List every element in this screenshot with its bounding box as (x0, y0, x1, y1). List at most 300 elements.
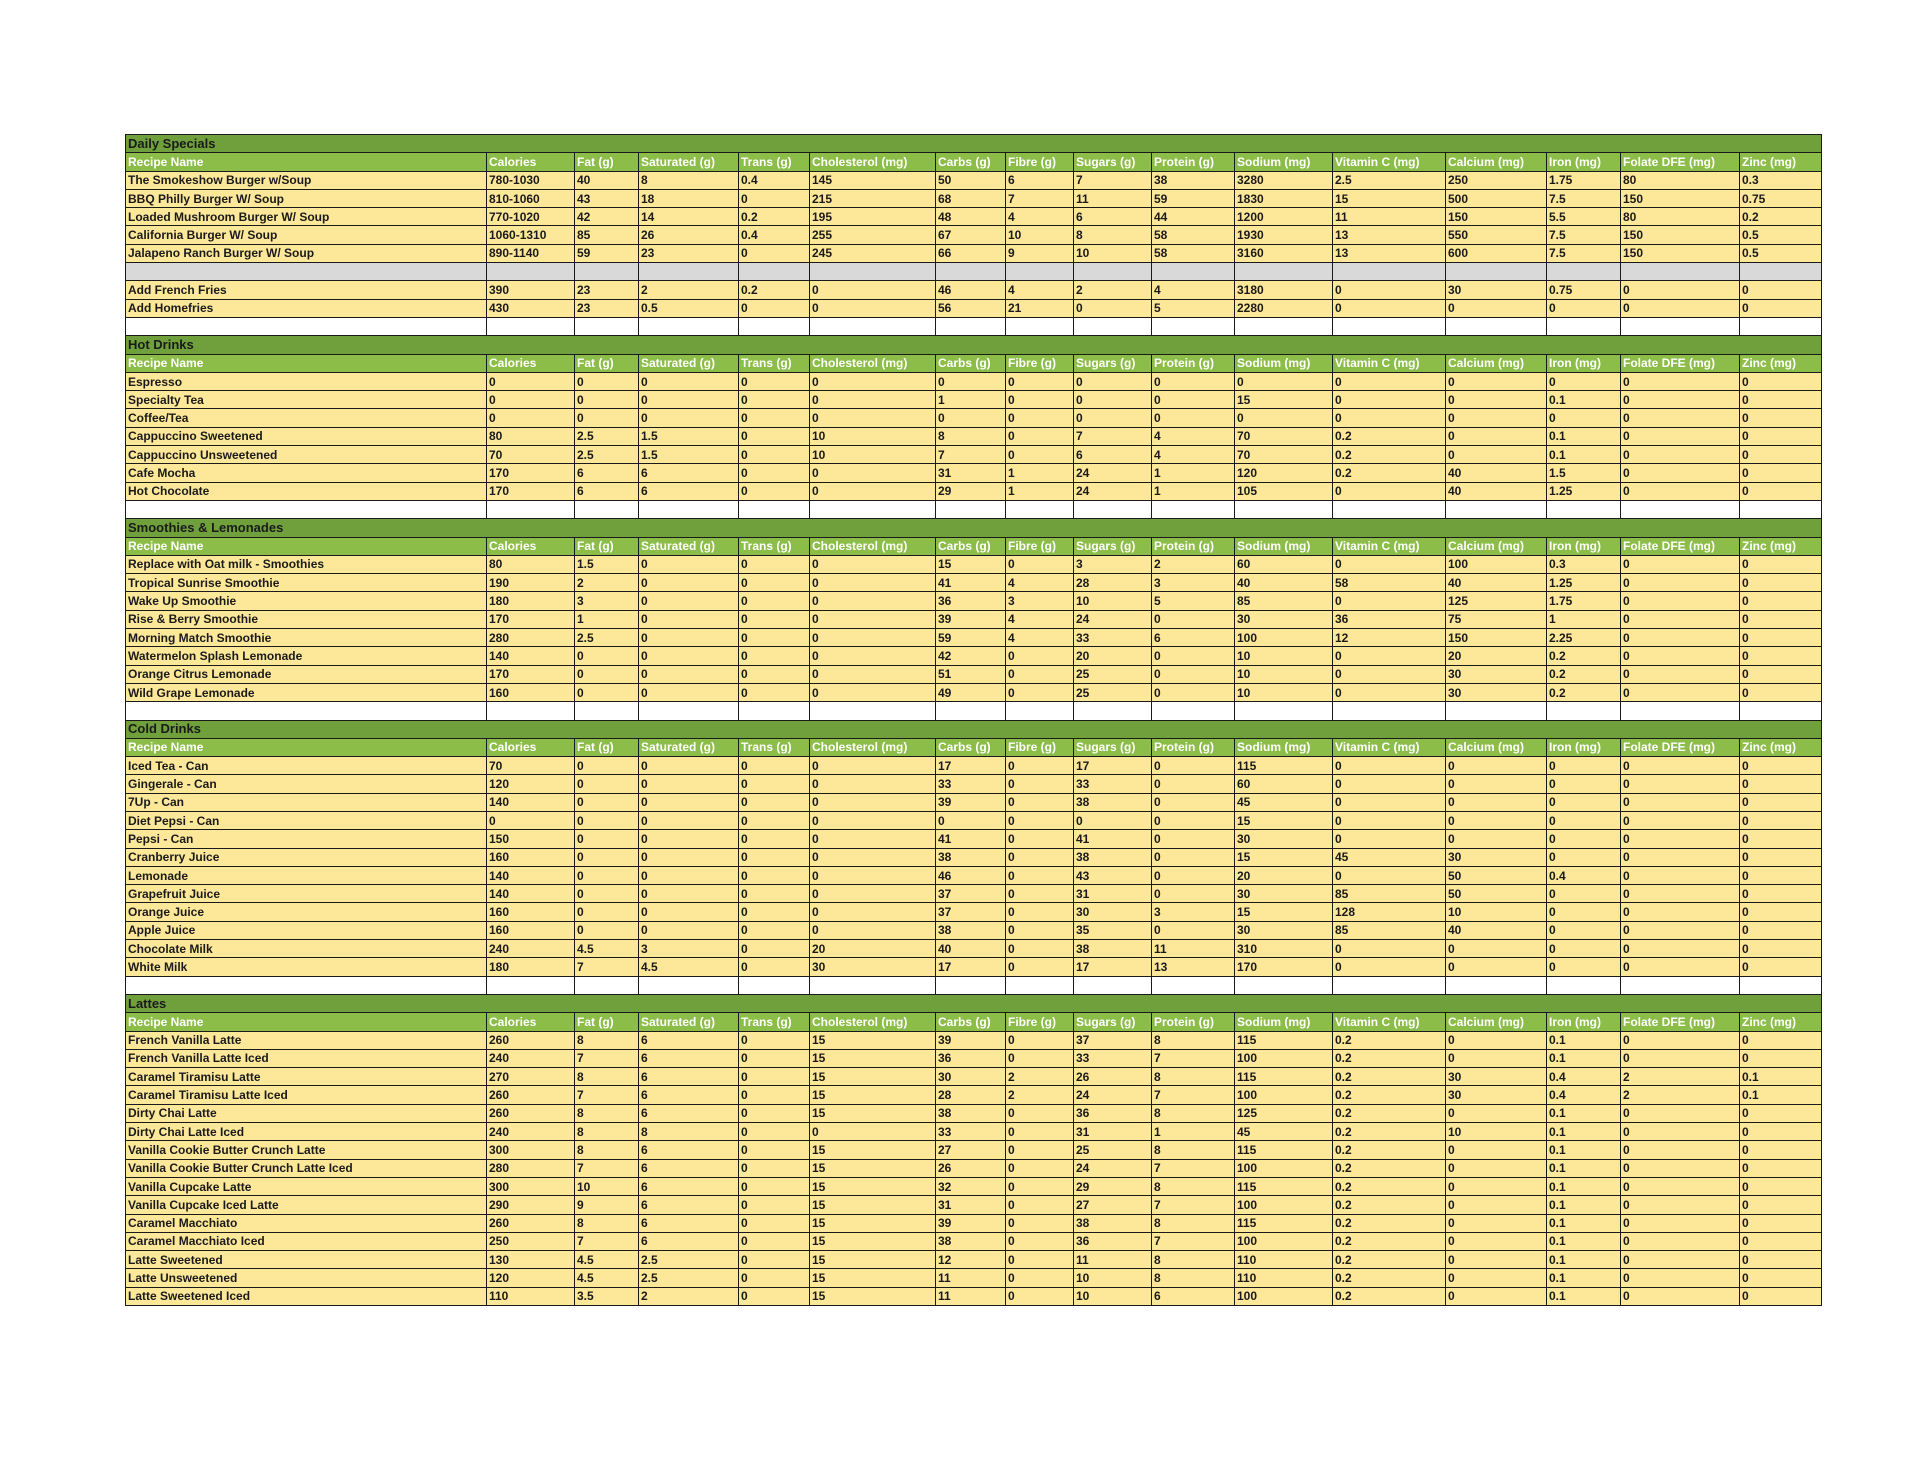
value-cell[interactable]: 39 (936, 1214, 1006, 1232)
value-cell[interactable]: 0 (1621, 446, 1740, 464)
value-cell[interactable]: 15 (810, 1031, 936, 1049)
value-cell[interactable]: 430 (487, 299, 575, 317)
value-cell[interactable]: 0 (1621, 574, 1740, 592)
empty-cell[interactable] (1235, 263, 1333, 281)
section-title[interactable]: Daily Specials (126, 135, 487, 153)
recipe-name-cell[interactable]: Latte Sweetened Iced (126, 1287, 487, 1305)
value-cell[interactable]: 5 (1152, 592, 1235, 610)
value-cell[interactable]: 145 (810, 171, 936, 189)
value-cell[interactable]: 0 (575, 391, 639, 409)
value-cell[interactable]: 160 (487, 683, 575, 701)
value-cell[interactable]: 11 (1333, 208, 1446, 226)
value-cell[interactable]: 4 (1152, 427, 1235, 445)
value-cell[interactable]: 0 (1621, 427, 1740, 445)
value-cell[interactable]: 0.2 (1333, 1031, 1446, 1049)
value-cell[interactable]: 2 (1006, 1086, 1074, 1104)
value-cell[interactable]: 0.2 (1333, 1269, 1446, 1287)
title-cell[interactable] (639, 336, 739, 354)
value-cell[interactable]: 10 (1235, 665, 1333, 683)
value-cell[interactable]: 0 (1740, 1104, 1822, 1122)
value-cell[interactable]: 390 (487, 281, 575, 299)
value-cell[interactable]: 7 (1074, 171, 1152, 189)
title-cell[interactable] (1621, 135, 1740, 153)
empty-cell[interactable] (1006, 976, 1074, 994)
empty-cell[interactable] (1006, 702, 1074, 720)
column-header[interactable]: Fat (g) (575, 153, 639, 171)
value-cell[interactable]: 30 (1446, 665, 1547, 683)
value-cell[interactable]: 0 (575, 647, 639, 665)
empty-cell[interactable] (1235, 500, 1333, 518)
empty-cell[interactable] (1333, 263, 1446, 281)
value-cell[interactable]: 0 (1006, 555, 1074, 573)
value-cell[interactable]: 0 (1621, 299, 1740, 317)
title-cell[interactable] (739, 994, 810, 1012)
value-cell[interactable]: 8 (1152, 1068, 1235, 1086)
value-cell[interactable]: 0 (739, 574, 810, 592)
value-cell[interactable]: 0 (1333, 940, 1446, 958)
empty-cell[interactable] (1074, 317, 1152, 335)
value-cell[interactable]: 0 (739, 665, 810, 683)
value-cell[interactable]: 250 (1446, 171, 1547, 189)
value-cell[interactable]: 7 (1152, 1159, 1235, 1177)
value-cell[interactable]: 110 (1235, 1251, 1333, 1269)
value-cell[interactable]: 6 (575, 482, 639, 500)
recipe-name-cell[interactable]: Vanilla Cookie Butter Crunch Latte (126, 1141, 487, 1159)
empty-cell[interactable] (1547, 976, 1621, 994)
title-cell[interactable] (1547, 135, 1621, 153)
value-cell[interactable]: 780-1030 (487, 171, 575, 189)
value-cell[interactable]: 0 (810, 1123, 936, 1141)
value-cell[interactable]: 0 (739, 775, 810, 793)
value-cell[interactable]: 0 (1621, 903, 1740, 921)
value-cell[interactable]: 59 (936, 629, 1006, 647)
value-cell[interactable]: 24 (1074, 482, 1152, 500)
value-cell[interactable]: 0 (1740, 427, 1822, 445)
value-cell[interactable]: 59 (575, 244, 639, 262)
value-cell[interactable]: 270 (487, 1068, 575, 1086)
value-cell[interactable]: 0 (1333, 958, 1446, 976)
value-cell[interactable]: 28 (936, 1086, 1006, 1104)
value-cell[interactable]: 0 (739, 1123, 810, 1141)
title-cell[interactable] (1333, 720, 1446, 738)
value-cell[interactable]: 15 (810, 1086, 936, 1104)
value-cell[interactable]: 100 (1235, 1196, 1333, 1214)
value-cell[interactable]: 36 (1074, 1232, 1152, 1250)
value-cell[interactable]: 0 (1740, 1031, 1822, 1049)
column-header[interactable]: Saturated (g) (639, 1013, 739, 1031)
empty-cell[interactable] (1446, 976, 1547, 994)
value-cell[interactable]: 0.2 (1333, 1214, 1446, 1232)
value-cell[interactable]: 0 (1621, 958, 1740, 976)
value-cell[interactable]: 0 (487, 811, 575, 829)
value-cell[interactable]: 0 (1621, 1232, 1740, 1250)
value-cell[interactable]: 128 (1333, 903, 1446, 921)
value-cell[interactable]: 810-1060 (487, 189, 575, 207)
recipe-name-cell[interactable]: Jalapeno Ranch Burger W/ Soup (126, 244, 487, 262)
value-cell[interactable]: 0 (739, 885, 810, 903)
value-cell[interactable]: 7.5 (1547, 226, 1621, 244)
value-cell[interactable]: 0 (739, 555, 810, 573)
value-cell[interactable]: 49 (936, 683, 1006, 701)
value-cell[interactable]: 240 (487, 1123, 575, 1141)
value-cell[interactable]: 0 (739, 427, 810, 445)
empty-cell[interactable] (1235, 702, 1333, 720)
empty-cell[interactable] (1446, 702, 1547, 720)
value-cell[interactable]: 0 (1446, 1159, 1547, 1177)
value-cell[interactable]: 2.5 (1333, 171, 1446, 189)
value-cell[interactable]: 0 (739, 244, 810, 262)
value-cell[interactable]: 0 (1006, 1031, 1074, 1049)
value-cell[interactable]: 2 (1152, 555, 1235, 573)
value-cell[interactable]: 8 (639, 1123, 739, 1141)
value-cell[interactable]: 8 (1152, 1251, 1235, 1269)
title-cell[interactable] (1074, 135, 1152, 153)
recipe-name-cell[interactable]: Specialty Tea (126, 391, 487, 409)
value-cell[interactable]: 0.1 (1547, 1123, 1621, 1141)
value-cell[interactable]: 0 (1740, 1196, 1822, 1214)
value-cell[interactable]: 1.25 (1547, 482, 1621, 500)
value-cell[interactable]: 58 (1152, 226, 1235, 244)
value-cell[interactable]: 0 (810, 464, 936, 482)
value-cell[interactable]: 30 (1074, 903, 1152, 921)
value-cell[interactable]: 30 (1446, 848, 1547, 866)
value-cell[interactable]: 0 (1740, 464, 1822, 482)
value-cell[interactable]: 1060-1310 (487, 226, 575, 244)
value-cell[interactable]: 85 (1333, 921, 1446, 939)
value-cell[interactable]: 80 (487, 427, 575, 445)
value-cell[interactable]: 8 (575, 1068, 639, 1086)
title-cell[interactable] (1333, 135, 1446, 153)
value-cell[interactable]: 40 (1446, 574, 1547, 592)
value-cell[interactable]: 40 (936, 940, 1006, 958)
value-cell[interactable]: 0 (810, 629, 936, 647)
value-cell[interactable]: 0 (1006, 775, 1074, 793)
value-cell[interactable]: 100 (1235, 1049, 1333, 1067)
recipe-name-cell[interactable]: Cappuccino Unsweetened (126, 446, 487, 464)
value-cell[interactable]: 0 (810, 299, 936, 317)
value-cell[interactable]: 1 (1006, 464, 1074, 482)
value-cell[interactable]: 0 (739, 757, 810, 775)
value-cell[interactable]: 7 (575, 1232, 639, 1250)
value-cell[interactable]: 0.2 (1333, 446, 1446, 464)
value-cell[interactable]: 160 (487, 903, 575, 921)
value-cell[interactable]: 0 (1740, 1049, 1822, 1067)
value-cell[interactable]: 0 (810, 409, 936, 427)
value-cell[interactable]: 0 (1547, 775, 1621, 793)
value-cell[interactable]: 50 (936, 171, 1006, 189)
value-cell[interactable]: 6 (575, 464, 639, 482)
value-cell[interactable]: 31 (1074, 1123, 1152, 1141)
value-cell[interactable]: 0 (739, 647, 810, 665)
value-cell[interactable]: 0 (1740, 281, 1822, 299)
title-cell[interactable] (1074, 994, 1152, 1012)
empty-cell[interactable] (575, 317, 639, 335)
empty-cell[interactable] (936, 263, 1006, 281)
value-cell[interactable]: 0 (487, 372, 575, 390)
value-cell[interactable]: 2 (1006, 1068, 1074, 1086)
value-cell[interactable]: 0 (739, 1177, 810, 1195)
value-cell[interactable]: 1 (575, 610, 639, 628)
value-cell[interactable]: 0 (1152, 391, 1235, 409)
column-header[interactable]: Protein (g) (1152, 354, 1235, 372)
empty-cell[interactable] (487, 317, 575, 335)
column-header[interactable]: Folate DFE (mg) (1621, 354, 1740, 372)
title-cell[interactable] (1333, 994, 1446, 1012)
value-cell[interactable]: 7 (1074, 427, 1152, 445)
value-cell[interactable]: 0 (639, 866, 739, 884)
title-cell[interactable] (1006, 720, 1074, 738)
value-cell[interactable]: 0 (639, 793, 739, 811)
title-cell[interactable] (1152, 336, 1235, 354)
column-header[interactable]: Recipe Name (126, 1013, 487, 1031)
title-cell[interactable] (1740, 336, 1822, 354)
value-cell[interactable]: 3280 (1235, 171, 1333, 189)
value-cell[interactable]: 0 (1621, 1287, 1740, 1305)
value-cell[interactable]: 0.1 (1547, 391, 1621, 409)
value-cell[interactable]: 0 (1621, 464, 1740, 482)
value-cell[interactable]: 0.1 (1740, 1086, 1822, 1104)
value-cell[interactable]: 6 (639, 1068, 739, 1086)
empty-cell[interactable] (126, 317, 487, 335)
value-cell[interactable]: 0 (1446, 1104, 1547, 1122)
value-cell[interactable]: 0 (639, 555, 739, 573)
column-header[interactable]: Calories (487, 738, 575, 756)
value-cell[interactable]: 8 (575, 1214, 639, 1232)
value-cell[interactable]: 0.1 (1547, 1251, 1621, 1269)
value-cell[interactable]: 215 (810, 189, 936, 207)
value-cell[interactable]: 23 (575, 299, 639, 317)
value-cell[interactable]: 0 (1446, 1049, 1547, 1067)
value-cell[interactable]: 2280 (1235, 299, 1333, 317)
value-cell[interactable]: 0 (810, 811, 936, 829)
column-header[interactable]: Zinc (mg) (1740, 1013, 1822, 1031)
value-cell[interactable]: 890-1140 (487, 244, 575, 262)
value-cell[interactable]: 7 (936, 446, 1006, 464)
value-cell[interactable]: 0 (1621, 683, 1740, 701)
value-cell[interactable]: 2 (1621, 1068, 1740, 1086)
value-cell[interactable]: 36 (936, 1049, 1006, 1067)
title-cell[interactable] (639, 994, 739, 1012)
value-cell[interactable]: 0 (1333, 757, 1446, 775)
value-cell[interactable]: 17 (1074, 958, 1152, 976)
recipe-name-cell[interactable]: California Burger W/ Soup (126, 226, 487, 244)
empty-cell[interactable] (739, 976, 810, 994)
column-header[interactable]: Folate DFE (mg) (1621, 153, 1740, 171)
empty-cell[interactable] (575, 263, 639, 281)
value-cell[interactable]: 0 (1446, 1141, 1547, 1159)
value-cell[interactable]: 30 (936, 1068, 1006, 1086)
value-cell[interactable]: 0 (1740, 683, 1822, 701)
value-cell[interactable]: 29 (936, 482, 1006, 500)
value-cell[interactable]: 15 (810, 1196, 936, 1214)
value-cell[interactable]: 110 (1235, 1269, 1333, 1287)
column-header[interactable]: Fat (g) (575, 738, 639, 756)
recipe-name-cell[interactable]: Caramel Macchiato Iced (126, 1232, 487, 1250)
empty-cell[interactable] (575, 976, 639, 994)
value-cell[interactable]: 0 (575, 409, 639, 427)
value-cell[interactable]: 4 (1006, 208, 1074, 226)
value-cell[interactable]: 13 (1152, 958, 1235, 976)
value-cell[interactable]: 0 (1621, 647, 1740, 665)
value-cell[interactable]: 30 (1235, 885, 1333, 903)
value-cell[interactable]: 33 (1074, 1049, 1152, 1067)
column-header[interactable]: Iron (mg) (1547, 1013, 1621, 1031)
value-cell[interactable]: 4 (1152, 446, 1235, 464)
empty-cell[interactable] (1621, 500, 1740, 518)
value-cell[interactable]: 12 (1333, 629, 1446, 647)
value-cell[interactable]: 0 (1333, 830, 1446, 848)
value-cell[interactable]: 20 (1074, 647, 1152, 665)
value-cell[interactable]: 0 (1740, 1123, 1822, 1141)
value-cell[interactable]: 0 (1333, 775, 1446, 793)
value-cell[interactable]: 0.1 (1740, 1068, 1822, 1086)
value-cell[interactable]: 38 (936, 921, 1006, 939)
value-cell[interactable]: 8 (1152, 1177, 1235, 1195)
title-cell[interactable] (1547, 519, 1621, 537)
value-cell[interactable]: 70 (1235, 427, 1333, 445)
value-cell[interactable]: 8 (1074, 226, 1152, 244)
column-header[interactable]: Zinc (mg) (1740, 537, 1822, 555)
empty-cell[interactable] (1446, 317, 1547, 335)
value-cell[interactable]: 10 (810, 446, 936, 464)
value-cell[interactable]: 0 (1006, 1104, 1074, 1122)
value-cell[interactable]: 170 (1235, 958, 1333, 976)
title-cell[interactable] (810, 135, 936, 153)
recipe-name-cell[interactable]: Gingerale - Can (126, 775, 487, 793)
value-cell[interactable]: 1.75 (1547, 171, 1621, 189)
title-cell[interactable] (575, 519, 639, 537)
value-cell[interactable]: 0 (1740, 775, 1822, 793)
value-cell[interactable]: 40 (1446, 921, 1547, 939)
title-cell[interactable] (487, 720, 575, 738)
value-cell[interactable]: 280 (487, 1159, 575, 1177)
column-header[interactable]: Calcium (mg) (1446, 153, 1547, 171)
value-cell[interactable]: 0 (810, 555, 936, 573)
value-cell[interactable]: 0 (639, 921, 739, 939)
column-header[interactable]: Recipe Name (126, 537, 487, 555)
value-cell[interactable]: 0 (575, 866, 639, 884)
value-cell[interactable]: 0 (1621, 1269, 1740, 1287)
value-cell[interactable]: 0 (1074, 299, 1152, 317)
title-cell[interactable] (1446, 336, 1547, 354)
value-cell[interactable]: 0 (1740, 647, 1822, 665)
value-cell[interactable]: 0.3 (1547, 555, 1621, 573)
recipe-name-cell[interactable]: Orange Citrus Lemonade (126, 665, 487, 683)
recipe-name-cell[interactable]: Lemonade (126, 866, 487, 884)
value-cell[interactable]: 33 (1074, 629, 1152, 647)
column-header[interactable]: Cholesterol (mg) (810, 537, 936, 555)
value-cell[interactable]: 28 (1074, 574, 1152, 592)
value-cell[interactable]: 0 (575, 757, 639, 775)
value-cell[interactable]: 0 (1740, 446, 1822, 464)
value-cell[interactable]: 6 (639, 1214, 739, 1232)
recipe-name-cell[interactable]: Iced Tea - Can (126, 757, 487, 775)
recipe-name-cell[interactable]: Loaded Mushroom Burger W/ Soup (126, 208, 487, 226)
value-cell[interactable]: 20 (1446, 647, 1547, 665)
value-cell[interactable]: 0 (1547, 830, 1621, 848)
value-cell[interactable]: 9 (575, 1196, 639, 1214)
recipe-name-cell[interactable]: Grapefruit Juice (126, 885, 487, 903)
value-cell[interactable]: 0.2 (1547, 647, 1621, 665)
title-cell[interactable] (1235, 135, 1333, 153)
value-cell[interactable]: 110 (487, 1287, 575, 1305)
value-cell[interactable]: 0 (1621, 921, 1740, 939)
value-cell[interactable]: 150 (487, 830, 575, 848)
title-cell[interactable] (1621, 720, 1740, 738)
column-header[interactable]: Carbs (g) (936, 354, 1006, 372)
empty-cell[interactable] (1152, 702, 1235, 720)
empty-cell[interactable] (1152, 976, 1235, 994)
value-cell[interactable]: 0 (1547, 940, 1621, 958)
column-header[interactable]: Calcium (mg) (1446, 354, 1547, 372)
title-cell[interactable] (936, 720, 1006, 738)
value-cell[interactable]: 0 (1152, 885, 1235, 903)
value-cell[interactable]: 0 (639, 683, 739, 701)
value-cell[interactable]: 0 (1006, 903, 1074, 921)
title-cell[interactable] (1740, 135, 1822, 153)
value-cell[interactable]: 8 (1152, 1104, 1235, 1122)
value-cell[interactable]: 15 (810, 1159, 936, 1177)
title-cell[interactable] (1152, 720, 1235, 738)
value-cell[interactable]: 7 (1152, 1196, 1235, 1214)
value-cell[interactable]: 0 (1740, 793, 1822, 811)
title-cell[interactable] (1621, 519, 1740, 537)
value-cell[interactable]: 11 (1074, 1251, 1152, 1269)
value-cell[interactable]: 0 (1621, 940, 1740, 958)
value-cell[interactable]: 100 (1235, 1232, 1333, 1250)
value-cell[interactable]: 23 (639, 244, 739, 262)
title-cell[interactable] (1074, 519, 1152, 537)
value-cell[interactable]: 0 (1740, 299, 1822, 317)
value-cell[interactable]: 0 (1740, 592, 1822, 610)
value-cell[interactable]: 0 (1740, 1214, 1822, 1232)
value-cell[interactable]: 115 (1235, 1141, 1333, 1159)
empty-cell[interactable] (810, 976, 936, 994)
value-cell[interactable]: 0 (810, 665, 936, 683)
value-cell[interactable]: 0 (639, 629, 739, 647)
recipe-name-cell[interactable]: Rise & Berry Smoothie (126, 610, 487, 628)
value-cell[interactable]: 0.2 (1740, 208, 1822, 226)
empty-cell[interactable] (1547, 317, 1621, 335)
value-cell[interactable]: 45 (1235, 793, 1333, 811)
value-cell[interactable]: 0.1 (1547, 1232, 1621, 1250)
value-cell[interactable]: 100 (1446, 555, 1547, 573)
value-cell[interactable]: 27 (936, 1141, 1006, 1159)
value-cell[interactable]: 140 (487, 866, 575, 884)
value-cell[interactable]: 0.2 (1333, 1104, 1446, 1122)
value-cell[interactable]: 0 (1621, 1141, 1740, 1159)
empty-cell[interactable] (1740, 500, 1822, 518)
column-header[interactable]: Vitamin C (mg) (1333, 354, 1446, 372)
value-cell[interactable]: 0 (1547, 757, 1621, 775)
value-cell[interactable]: 8 (575, 1141, 639, 1159)
value-cell[interactable]: 37 (936, 903, 1006, 921)
title-cell[interactable] (739, 135, 810, 153)
value-cell[interactable]: 0 (739, 940, 810, 958)
value-cell[interactable]: 0 (739, 1049, 810, 1067)
value-cell[interactable]: 0 (1621, 1196, 1740, 1214)
recipe-name-cell[interactable]: Vanilla Cookie Butter Crunch Latte Iced (126, 1159, 487, 1177)
value-cell[interactable]: 0.2 (1333, 1232, 1446, 1250)
value-cell[interactable]: 0 (1006, 866, 1074, 884)
value-cell[interactable]: 0.4 (1547, 1068, 1621, 1086)
value-cell[interactable]: 2 (639, 281, 739, 299)
value-cell[interactable]: 0 (1333, 555, 1446, 573)
value-cell[interactable]: 8 (1152, 1269, 1235, 1287)
value-cell[interactable]: 180 (487, 592, 575, 610)
value-cell[interactable]: 0 (1621, 1214, 1740, 1232)
value-cell[interactable]: 0 (810, 372, 936, 390)
